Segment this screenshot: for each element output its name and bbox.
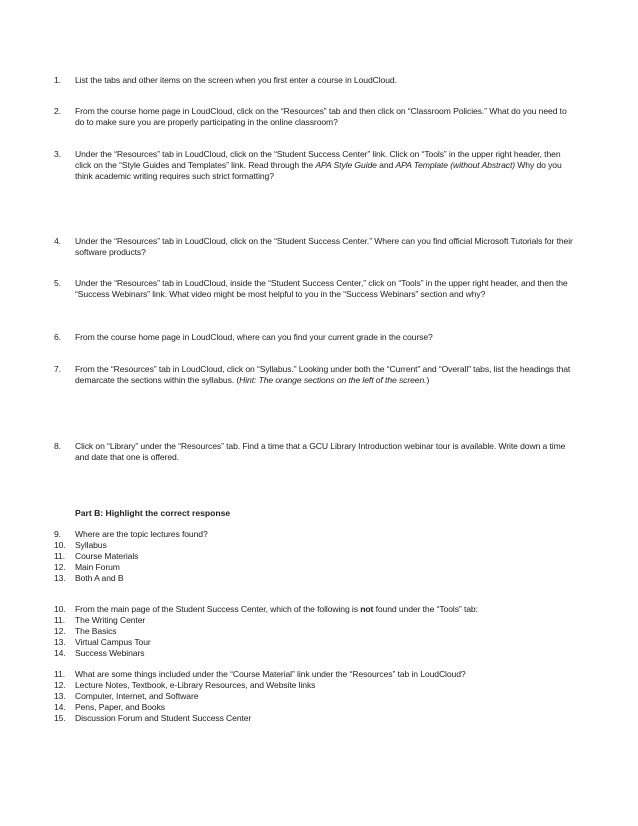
item-number: 13. <box>54 691 66 701</box>
item-text: Where are the topic lectures found? <box>75 529 208 539</box>
text-run: found under the “Tools” tab: <box>373 604 478 614</box>
italic-run: APA Template (without Abstract) <box>395 160 515 171</box>
italic-run: Hint: The orange sections on the left of the screen. <box>239 375 427 386</box>
item-number: 13. <box>54 637 66 647</box>
item-number: 10. <box>54 540 66 550</box>
item-text: Success Webinars <box>75 648 145 658</box>
item-number: 11. <box>54 669 66 679</box>
text-run: Why do you think academic writing requires such strict formatting? <box>75 160 562 182</box>
item-text <box>75 604 575 615</box>
question-number: 8. <box>54 441 61 451</box>
item-number: 12. <box>54 562 66 572</box>
part-b-heading: Part B: Highlight the correct response <box>75 508 231 518</box>
item-number: 12. <box>54 680 66 690</box>
item-number: 14. <box>54 702 66 712</box>
question-number: 5. <box>54 278 61 288</box>
item-text: Lecture Notes, Textbook, e-Library Resources, and Website links <box>75 680 316 690</box>
item-text: The Writing Center <box>75 615 146 625</box>
question-number: 2. <box>54 106 61 116</box>
item-number: 11. <box>54 615 66 625</box>
item-text: What are some things included under the “Course Material” link under the “Resources” tab in LoudCloud? <box>75 669 466 679</box>
text-run: and <box>376 160 396 171</box>
text-run: From the “Resources” tab in LoudCloud, click on “Syllabus.” Looking under both the “Current” and “Overall” tabs, list the headings that demarcate the sections within the syllabus. ( <box>75 364 571 386</box>
question-text: Under the “Resources” tab in LoudCloud, inside the “Student Success Center,” click on “Tools” in the upper right header, and then the “Success Webinars” link. What video might be most helpful to you in the “Success Webinars” section and why? <box>75 278 568 300</box>
item-number: 14. <box>54 648 66 658</box>
item-number: 12. <box>54 626 66 636</box>
question-text: Under the “Resources” tab in LoudCloud, click on the “Student Success Center.” Where can you find official Microsoft Tutorials for their software products? <box>75 236 573 258</box>
item-number: 9. <box>54 529 61 539</box>
question-number: 4. <box>54 236 61 246</box>
item-text: Discussion Forum and Student Success Center <box>75 713 252 723</box>
question-text <box>75 364 575 386</box>
text-run: Under the “Resources” tab in LoudCloud, click on the “Student Success Center” link. Click on “Tools” in the upper right header, then click on the “Style Guides and Templates” link. Read through the <box>75 149 561 171</box>
item-text: Computer, Internet, and Software <box>75 691 199 701</box>
item-number: 10. <box>54 604 66 614</box>
question-number: 6. <box>54 332 61 342</box>
item-number: 15. <box>54 713 66 723</box>
item-text: Main Forum <box>75 562 120 572</box>
text-run: ) <box>426 375 430 386</box>
item-text: Pens, Paper, and Books <box>75 702 166 712</box>
item-text: Virtual Campus Tour <box>75 637 151 647</box>
question-number: 1. <box>54 75 61 85</box>
item-number: 13. <box>54 573 66 583</box>
question-number: 3. <box>54 149 61 159</box>
text-run: From the main page of the Student Success Center, which of the following is <box>75 604 361 614</box>
question-text: Click on “Library” under the “Resources” tab. Find a time that a GCU Library Introduction webinar tour is available. Write down a time and date that one is offered. <box>75 441 566 463</box>
question-text: From the course home page in LoudCloud, click on the “Resources” tab and then click on “Classroom Policies.” What do you need to do to make sure you are properly participating in the online classroom? <box>75 106 567 128</box>
item-text: The Basics <box>75 626 117 636</box>
question-text <box>75 149 575 183</box>
question-text: From the course home page in LoudCloud, where can you find your current grade in the course? <box>75 332 433 342</box>
item-text: Both A and B <box>75 573 124 583</box>
question-number: 7. <box>54 364 61 374</box>
item-text: Course Materials <box>75 551 139 561</box>
item-number: 11. <box>54 551 66 561</box>
bold-run: not <box>360 604 374 614</box>
italic-run: APA Style Guide <box>315 160 377 171</box>
item-text: Syllabus <box>75 540 107 550</box>
question-text: List the tabs and other items on the screen when you first enter a course in LoudCloud. <box>75 75 397 85</box>
